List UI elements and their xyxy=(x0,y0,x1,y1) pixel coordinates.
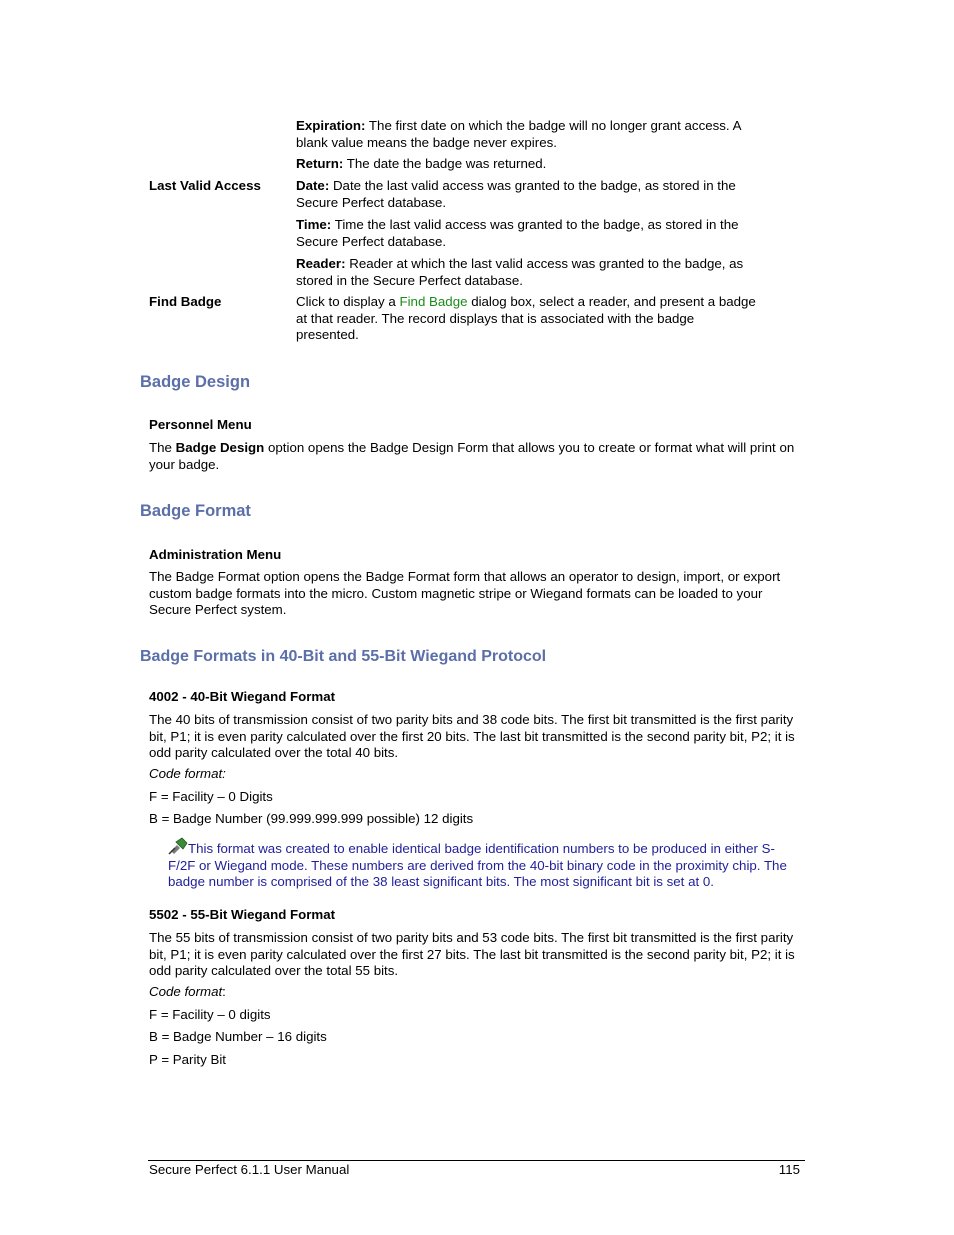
expiration-text: The first date on which the badge will no longer grant access. A blank value means the badge never expires. xyxy=(296,118,741,150)
f55-line-f: F = Facility – 0 digits xyxy=(149,1007,271,1022)
badge-design-text-post: option opens the Badge Design Form that allows you to create or format what will print on your badge. xyxy=(149,440,795,472)
find-badge-label: Find Badge xyxy=(149,294,222,309)
footer-divider xyxy=(148,1160,805,1161)
f55-text: The 55 bits of transmission consist of two parity bits and 53 code bits. The first bit transmitted is the first parity bit, P1; it is even parity calculated over the first 27 bits. The last bit transmitted is the second parity bit, P2; it is odd parity calculated over the total 55 bits. xyxy=(149,930,795,978)
footer-page-number: 115 xyxy=(778,1162,800,1177)
reader-desc xyxy=(296,256,756,289)
footer-title: Secure Perfect 6.1.1 User Manual xyxy=(149,1162,350,1177)
f55-code-colon: : xyxy=(222,984,226,999)
expiration-term: Expiration: xyxy=(296,118,366,133)
time-term: Time: xyxy=(296,217,332,232)
note-block xyxy=(168,837,798,891)
badge-format-menu: Administration Menu xyxy=(149,547,282,562)
reader-text: Reader at which the last valid access was granted to the badge, as stored in the Secure Perfect database. xyxy=(296,256,744,288)
f40-line-b: B = Badge Number (99.999.999.999 possible) 12 digits xyxy=(149,811,474,826)
badge-design-heading: Badge Design xyxy=(140,373,251,391)
badge-design-text xyxy=(149,440,804,473)
expiration-desc xyxy=(296,118,756,151)
badge-format-text: The Badge Format option opens the Badge Format form that allows an operator to design, import, or export custom badge formats into the micro. Custom magnetic stripe or Wiegand formats can be loaded to your Secure Perfect system. xyxy=(149,569,781,617)
time-text: Time the last valid access was granted to the badge, as stored in the Secure Perfect database. xyxy=(296,217,739,249)
find-badge-link[interactable]: Find Badge xyxy=(399,294,468,309)
date-text: Date the last valid access was granted to the badge, as stored in the Secure Perfect database. xyxy=(296,178,736,210)
pushpin-note-icon xyxy=(168,837,188,855)
time-desc xyxy=(296,217,756,250)
f40-line-f: F = Facility – 0 Digits xyxy=(149,789,273,804)
find-badge-desc xyxy=(296,294,756,344)
last-valid-access-label: Last Valid Access xyxy=(149,178,261,193)
f55-line-p: P = Parity Bit xyxy=(149,1052,226,1067)
f55-title: 5502 - 55-Bit Wiegand Format xyxy=(149,907,336,922)
badge-design-menu: Personnel Menu xyxy=(149,417,252,432)
reader-term: Reader: xyxy=(296,256,346,271)
return-text: The date the badge was returned. xyxy=(346,156,547,171)
date-desc xyxy=(296,178,756,211)
f40-text: The 40 bits of transmission consist of two parity bits and 38 code bits. The first bit transmitted is the first parity bit, P1; it is even parity calculated over the first 20 bits. The last bit transmitted is the second parity bit, P2; it is odd parity calculated over the total 40 bits. xyxy=(149,712,795,760)
badge-design-text-bold: Badge Design xyxy=(175,440,265,455)
wiegand-heading: Badge Formats in 40-Bit and 55-Bit Wiegand Protocol xyxy=(140,648,547,665)
find-badge-post: dialog box, select a reader, and present a badge at that reader. The record displays that is associated with the badge presented. xyxy=(296,294,756,342)
return-term: Return: xyxy=(296,156,344,171)
f40-code-label: Code format: xyxy=(149,766,226,781)
note-text: This format was created to enable identical badge identification numbers to be produced in either S-F/2F or Wiegand mode. These numbers are derived from the 40-bit binary code in the proximity chip. The badge number is comprised of the 38 least significant bits. The most significant bit is set at 0. xyxy=(168,841,787,889)
f40-title: 4002 - 40-Bit Wiegand Format xyxy=(149,689,336,704)
find-badge-pre: Click to display a xyxy=(296,294,396,309)
badge-format-heading: Badge Format xyxy=(140,502,251,520)
f55-code-label: Code format xyxy=(149,984,223,999)
date-term: Date: xyxy=(296,178,330,193)
f55-line-b: B = Badge Number – 16 digits xyxy=(149,1029,327,1044)
badge-design-text-pre: The xyxy=(149,440,172,455)
return-desc xyxy=(296,156,756,173)
f55-code-label-line xyxy=(149,984,804,1001)
